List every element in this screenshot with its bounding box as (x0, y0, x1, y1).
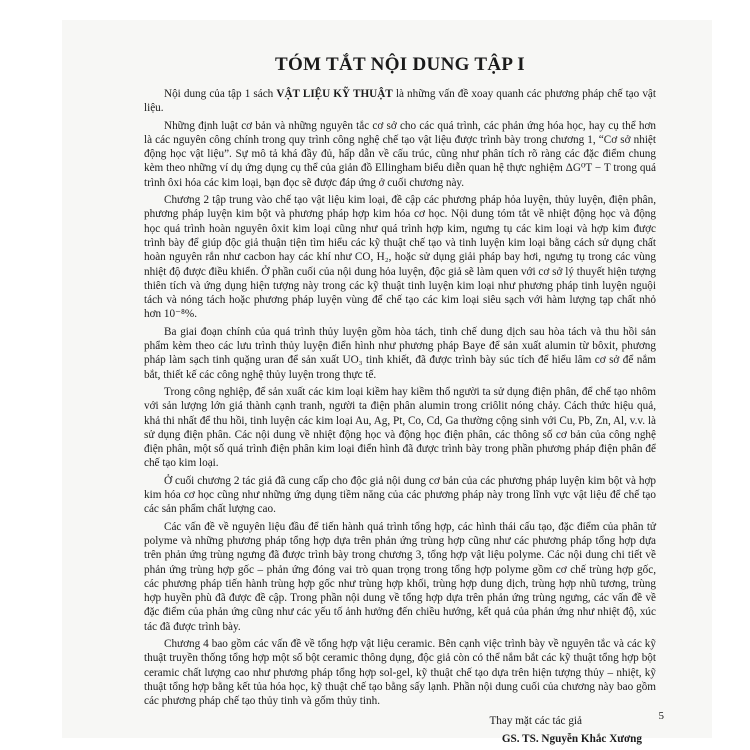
signature-block (144, 714, 642, 746)
signature-author: GS. TS. Nguyễn Khắc Xương (501, 733, 642, 746)
paragraph-chapter2: Chương 2 tập trung vào chế tạo vật liệu kim loại, đề cập các phương pháp hỏa luyện, thủy luyện, điện phân, phương pháp luyện kim bột và phương pháp hợp kim hóa cơ học. Nội dung tóm tắt về nhiệt động học và động học quá trình hoàn nguyên ôxit kim loại cũng như quá trình hợp kim, ngưng tụ các kim loại và hợp kim được trình bày để giúp độc giả thuận tiện tìm hiểu các kỹ thuật chế tạo và tinh luyện kim loại bằng cách sử dụng chất hoàn nguyên rắn như cacbon hay các khí như CO, H₂, hoặc sử dụng giải pháp bay hơi, ngưng tụ trong các vùng nhiệt độ được điều khiển. Ở phần cuối của nội dung hỏa luyện, độc giả sẽ làm quen với cơ sở lý thuyết hiện tượng thiên tích và ứng dụng hiện tượng này trong các kỹ thuật tinh luyện kim loại như phương pháp tinh luyện nguội tách và nóng tách hoặc phương pháp luyện vùng để chế tạo các kim loại siêu sạch với hàm lượng tạp chất nhỏ hơn 10⁻⁸%. (144, 194, 656, 321)
paragraph-chapter1: Những định luật cơ bản và những nguyên tắc cơ sở cho các quá trình, các phản ứng hóa học, hay cụ thể hơn là các nguyên công chính trong quy trình công nghệ chế tạo vật liệu được trình bày trong chương 1, “Cơ sở nhiệt động học vật liệu”. Sự mô tả khá đầy đủ, hấp dẫn về cấu trúc, cũng như phân tích rõ ràng các đặc điểm chung kèm theo những ví dụ ứng dụng cụ thể của giản đồ Ellingham biểu diễn quan hệ thực nghiệm ΔG⁰T − T trong quá trình ôxi hóa các kim loại, bạn đọc sẽ được đáp ứng ở cuối chương này. (144, 119, 656, 189)
paragraph-chapter4-ceramic: Chương 4 bao gồm các vấn đề về tổng hợp vật liệu ceramic. Bên cạnh việc trình bày về nguyên tắc và các kỹ thuật truyền thống tổng hợp một số bột ceramic thông dụng, độc giả còn có thể nắm bắt các kỹ thuật tổng hợp bột ceramic chất lượng cao như phương pháp tổng hợp sol-gel, kỹ thuật chế tạo dựa trên hiện tượng thủy – nhiệt, kỹ thuật tổng hợp bằng kết tủa hóa học, kỹ thuật chế tạo bằng sấy lạnh. Phần nội dung cuối của chương này bao gồm các phương pháp chế tạo thủy tinh và gốm thủy tinh. (144, 637, 656, 708)
document-page (62, 20, 712, 746)
signature-role: Thay mặt các tác giả (489, 715, 582, 728)
paragraph-powder-metallurgy: Ở cuối chương 2 tác giả đã cung cấp cho độc giả nội dung cơ bản của các phương pháp luyện kim bột và hợp kim hóa cơ học cũng như những ứng dụng tiềm năng của các phương pháp này trong lĩnh vực vật liệu để chế tạo các sản phẩm chất lượng cao. (144, 474, 656, 516)
paragraph-chapter3-polymer: Các vấn đề về nguyên liệu đầu để tiến hành quá trình tổng hợp, các hình thái cấu tạo, đặc điểm của phân tử polyme và những phương pháp tổng hợp dựa trên phản ứng trùng hợp cũng như các phương pháp tổng hợp dựa trên phản ứng trùng ngưng đã được trình bày trong chương 3, tổng hợp vật liệu polyme. Các nội dung chi tiết về phản ứng trùng hợp gốc – phản ứng đóng vai trò quan trọng trong tổng hợp polyme gồm cơ chế trùng hợp gốc, các phương pháp tiến hành trùng hợp gốc như trùng hợp khối, trùng hợp dung dịch, trùng hợp nhũ tương, trùng hợp huyền phù đã được đề cập. Trong phần nội dung về tổng hợp dựa trên phản ứng trùng ngưng, các vấn đề về đặc điểm của phản ứng cũng như các yếu tố ảnh hưởng đến chiều hướng, kết quả của phản ứng như nhiệt độ, xúc tác đã được trình bày. (144, 520, 656, 633)
paragraph-electrolysis: Trong công nghiệp, để sản xuất các kim loại kiềm hay kiềm thổ người ta sử dụng điện phân, để chế tạo nhôm với sản lượng lớn giá thành cạnh tranh, người ta điện phân alumin trong criôlit nóng chảy. Cách thức hiệu quả, khả thi nhất để thu hồi, tinh luyện các kim loại Au, Ag, Pt, Co, Cd, Ga thường cộng sinh với Cu, Pb, Zn, Al, v.v. là sử dụng điện phân. Các nội dung về nhiệt động học và động học điện phân, các thông số cơ bản của công nghệ điện phân, một số quá trình điện phân kim loại điển hình đã được trình bày trong phần phương pháp điện phân để chế tạo kim loại. (144, 385, 656, 470)
book-title-bold: VẬT LIỆU KỸ THUẬT (276, 88, 393, 100)
paragraph-hydrometallurgy: Ba giai đoạn chính của quá trình thủy luyện gồm hòa tách, tinh chế dung dịch sau hòa tách và thu hồi sản phẩm kèm theo các lưu trình thủy luyện điển hình như phương pháp Baye để sản xuất alumin từ bôxit, phương pháp làm sạch tinh quặng uran để sản xuất UO₃ tinh khiết, đã được trình bày súc tích để hiểu lâm cơ sở để nắm bắt, thiết kế các công nghệ thủy luyện trong thực tế. (144, 325, 656, 381)
intro-text-before: Nội dung của tập 1 sách (164, 88, 277, 100)
page-number: 5 (658, 710, 664, 722)
intro-text-after: là những vấn đề xoay quanh các phương pháp chế tạo vật liệu. (144, 88, 656, 115)
page-title: TÓM TẮT NỘI DUNG TẬP I (275, 54, 525, 75)
intro-paragraph (144, 87, 656, 116)
